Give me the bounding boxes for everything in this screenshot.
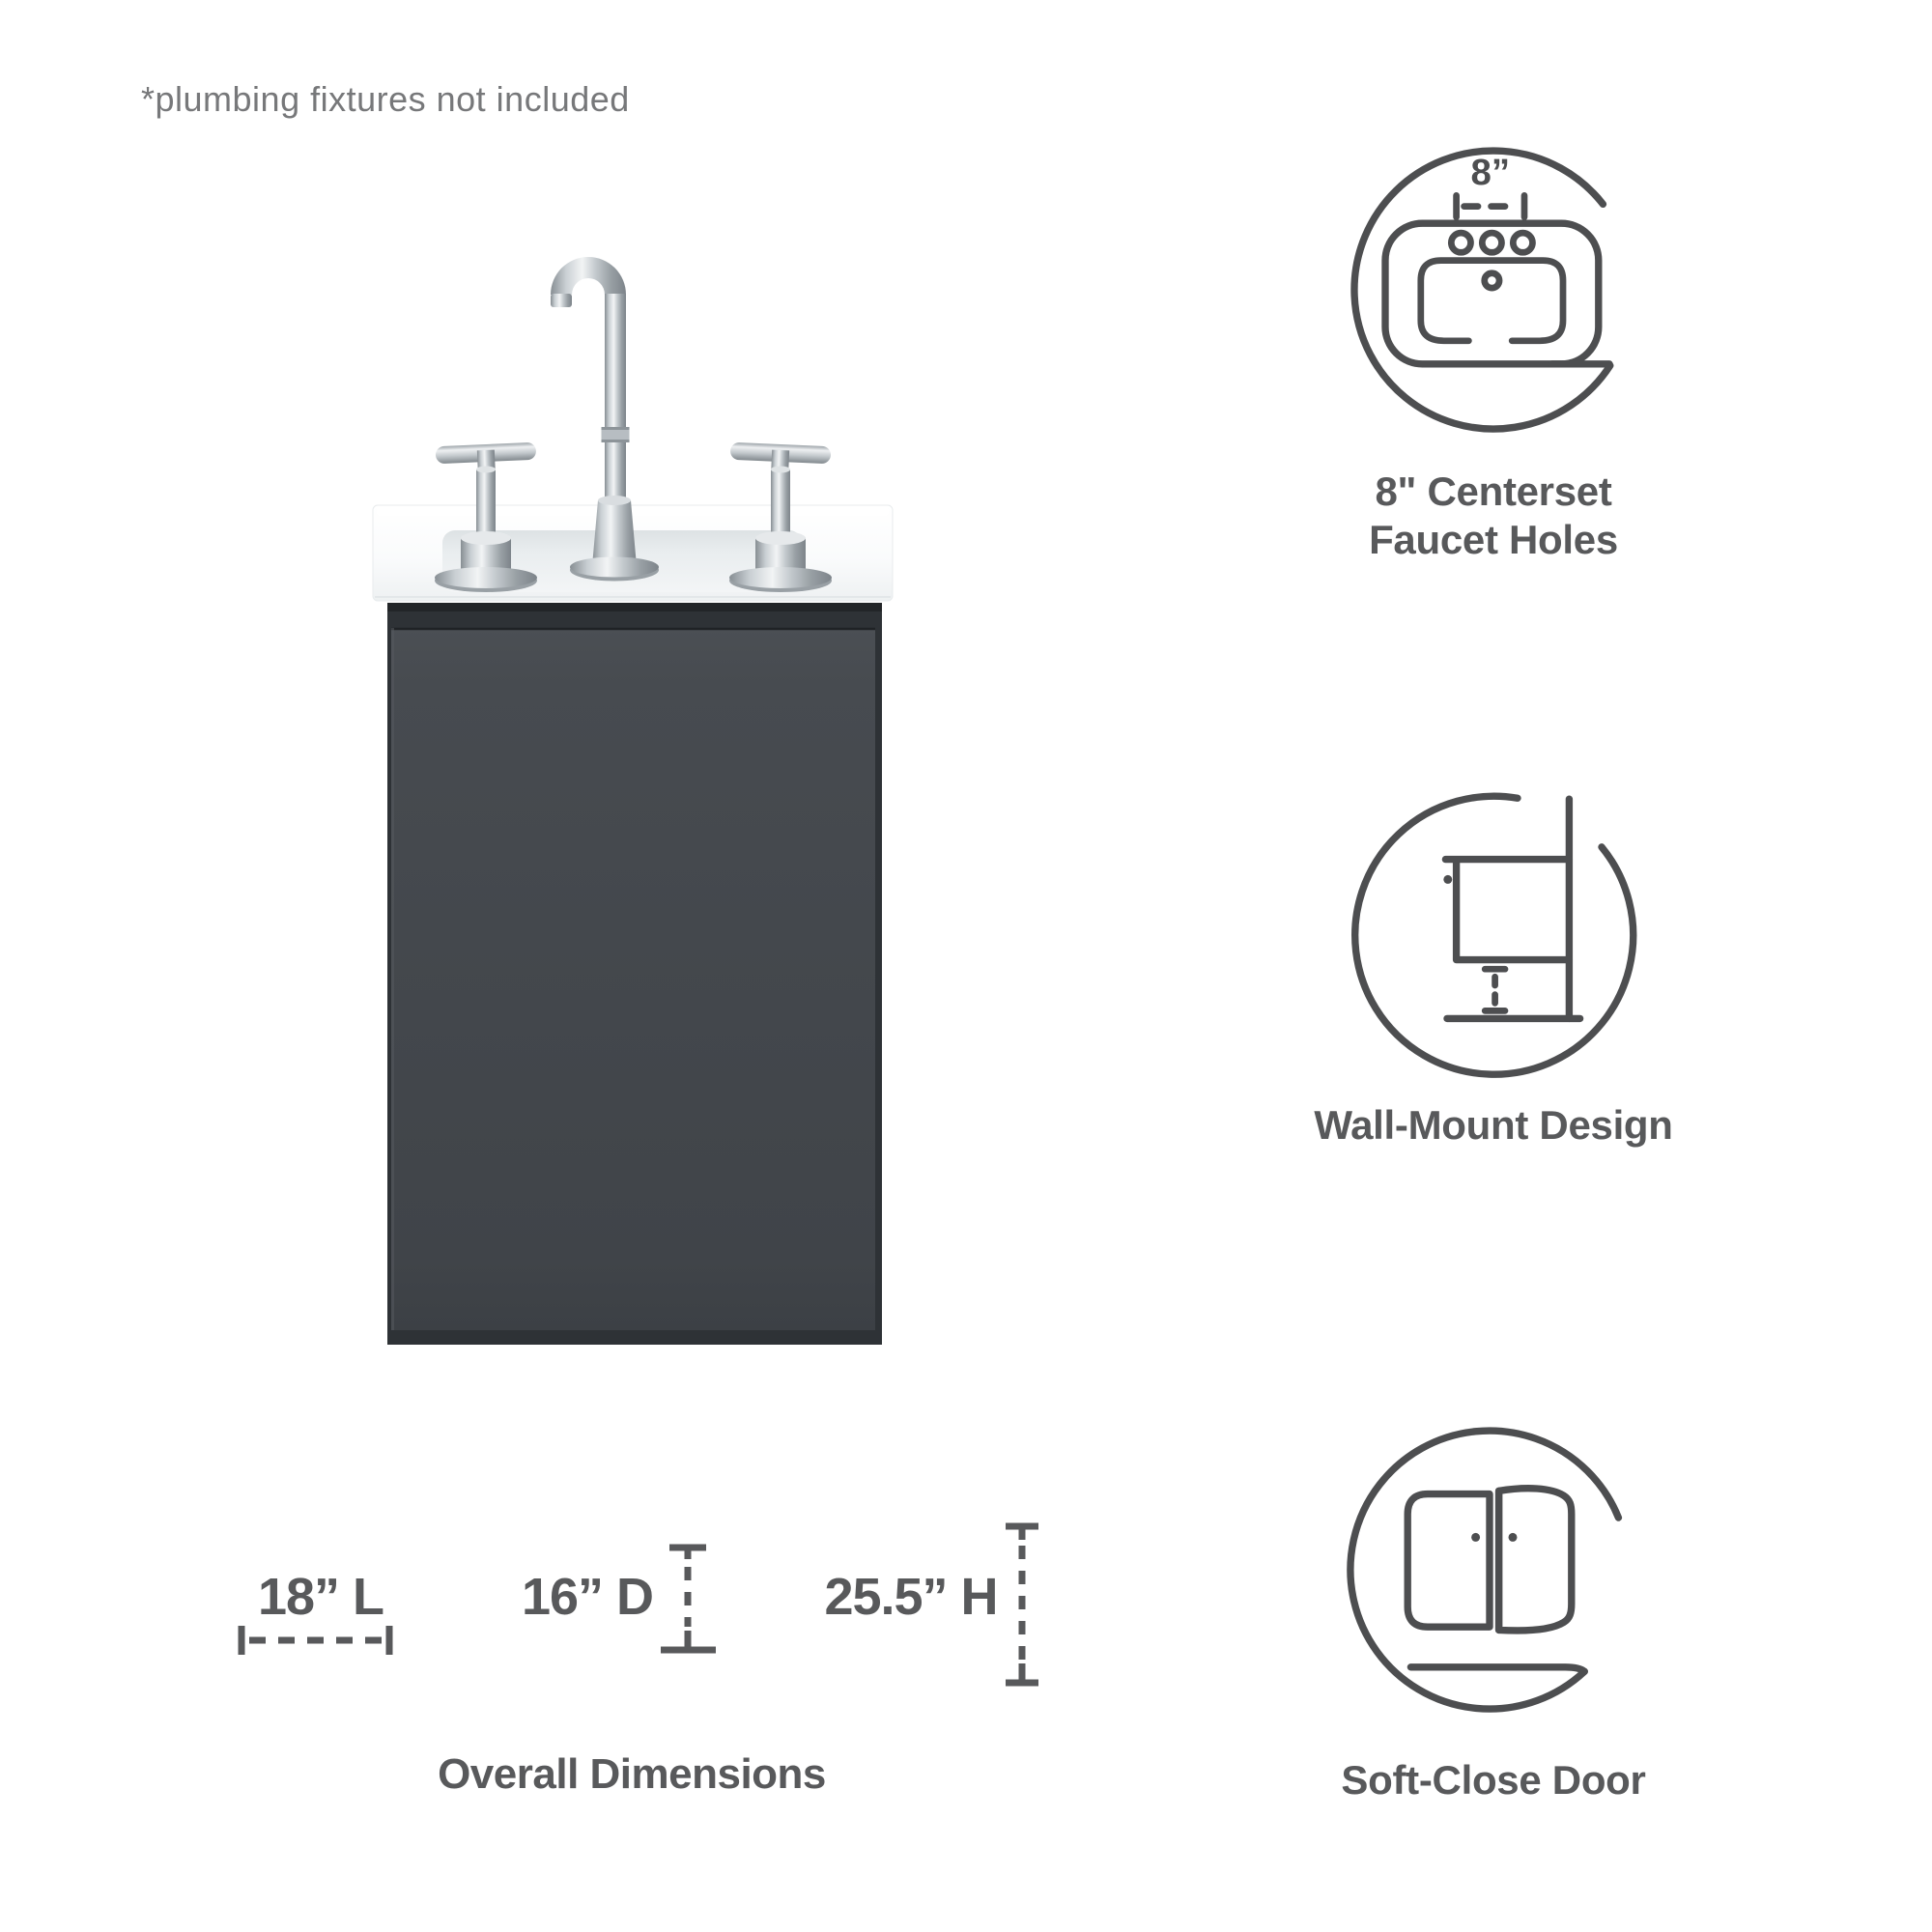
length-dimension-line <box>242 1626 389 1655</box>
vanity-illustration <box>338 232 918 1362</box>
door-knob-left <box>1471 1533 1480 1542</box>
faucet-hole-right <box>1513 233 1532 252</box>
sink-faucet-holes-icon <box>1339 135 1648 444</box>
feature-label-centerset <box>1291 468 1696 564</box>
icon-measure-label: 8” <box>1470 152 1511 194</box>
cabinet-door <box>391 628 875 1330</box>
length-dimension-label: 18” L <box>257 1568 384 1626</box>
door-knob-right <box>1509 1533 1518 1542</box>
wall-mount-icon <box>1339 781 1648 1090</box>
feature-label-line: Faucet Holes <box>1369 517 1618 562</box>
depth-dimension-line <box>661 1548 716 1650</box>
faucet-hole-left <box>1451 233 1470 252</box>
icon-circle <box>1355 796 1634 1074</box>
height-dimension-line <box>1006 1526 1038 1683</box>
closed-door-panel <box>1407 1494 1490 1628</box>
dimension-lines <box>174 1488 1082 1719</box>
sink-outline <box>1385 223 1599 364</box>
cabinet-top-shadow <box>387 603 882 611</box>
feature-label-line: Soft-Close Door <box>1341 1757 1646 1803</box>
cabinet-knob-dot <box>1443 875 1452 884</box>
plumbing-note: *plumbing fixtures not included <box>141 79 630 119</box>
depth-dimension-label: 16” D <box>521 1568 654 1626</box>
feature-label-wall-mount <box>1291 1101 1696 1150</box>
feature-label-line: 8" Centerset <box>1375 469 1612 514</box>
counter-sheen <box>377 507 889 516</box>
door-edge-highlight <box>391 628 394 1330</box>
feature-label-line: Wall-Mount Design <box>1314 1102 1673 1148</box>
mounted-cabinet <box>1445 860 1569 960</box>
dimensions-caption: Overall Dimensions <box>438 1750 826 1798</box>
overflow-hole-dot <box>1485 273 1499 288</box>
soft-close-door-icon <box>1335 1415 1644 1724</box>
cabinet <box>387 603 882 1345</box>
height-dimension-label: 25.5” H <box>824 1568 998 1626</box>
faucet-hole-center <box>1482 233 1501 252</box>
open-door-panel <box>1499 1489 1572 1631</box>
faucet <box>435 257 832 592</box>
feature-label-soft-close <box>1291 1756 1696 1804</box>
base-line <box>1410 1667 1584 1671</box>
